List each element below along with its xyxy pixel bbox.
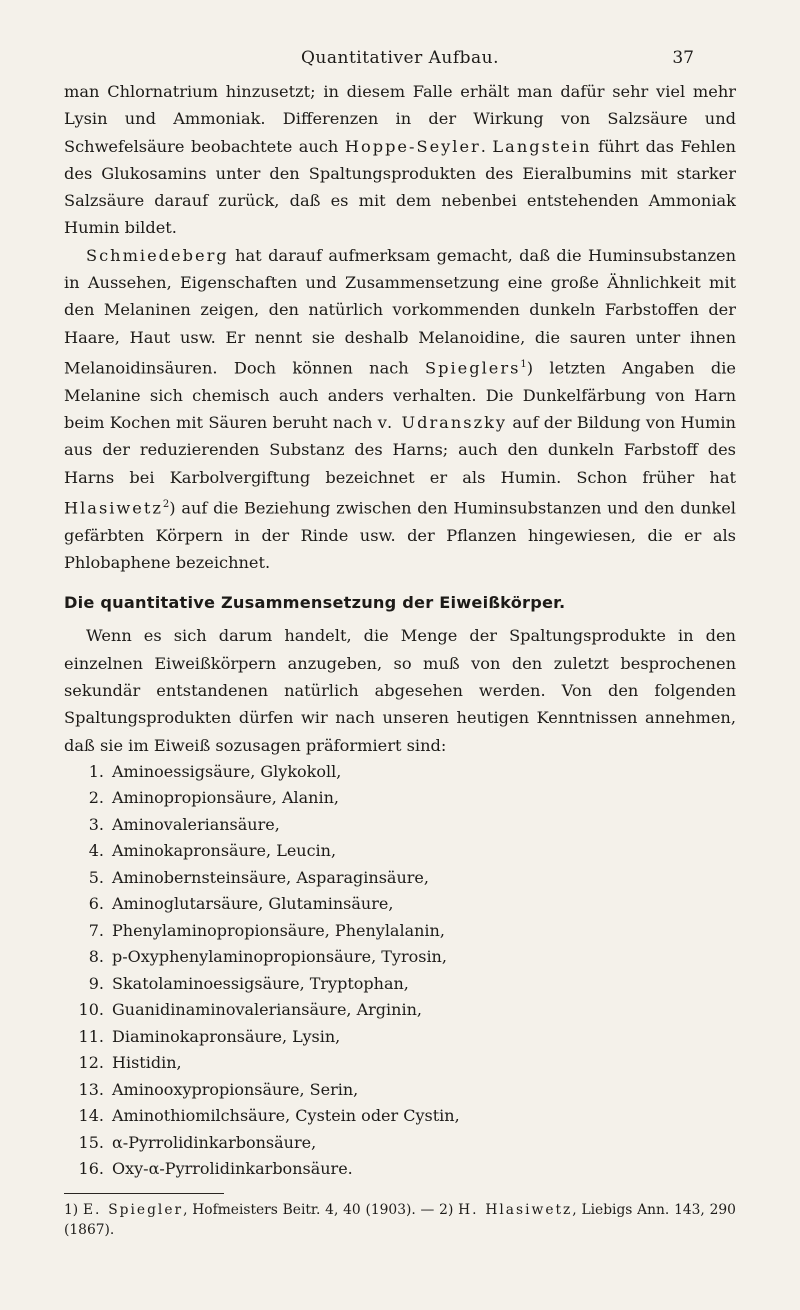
list-text: Phenylaminopropionsäure, Phenylalanin, [112, 920, 445, 940]
list-item [64, 918, 736, 945]
list-item [64, 891, 736, 918]
list-text: Aminovaleriansäure, [112, 814, 280, 834]
list-text: p-Oxyphenylaminopropionsäure, Tyrosin, [112, 947, 447, 967]
list-number: 16. [78, 1159, 104, 1179]
list-item [64, 997, 736, 1024]
footnote-ref: 1 [520, 358, 527, 370]
text-run: auf der Bildung von Humin aus der reduzierenden Substanz des Harns; auch den dunkeln Farbstoff des Harns bei Karbolvergiftung bezeichnet er als Humin. Schon früher hat [64, 412, 736, 487]
list-number: 6. [88, 894, 104, 914]
list-text: Aminothiomilchsäure, Cystein oder Cystin, [112, 1106, 460, 1126]
list-item [64, 1130, 736, 1157]
list-item [64, 812, 736, 839]
list-text: Aminooxypropionsäure, Serin, [112, 1079, 359, 1099]
author-name: Spieglers [425, 358, 521, 378]
author-name: v. Udranszky [377, 412, 508, 432]
text-run: hat darauf aufmerksam gemacht, daß die Huminsubstanzen in Aussehen, Eigenschaften und Zusammensetzung eine große Ähnlichkeit mit den Melaninen zeigen, den natürlich vorkommenden dunkeln Farbstoffen der Haare, Haut usw. Er nennt sie deshalb Melanoidine, die sauren unter ihnen Melanoidinsäuren. Doch können nach [64, 245, 736, 378]
running-head: Quantitativer Aufbau. [300, 48, 500, 68]
list-item [64, 1024, 736, 1051]
list-number: 1. [88, 761, 104, 781]
page-number: 37 [672, 48, 694, 68]
list-number: 12. [78, 1053, 104, 1073]
list-item [64, 785, 736, 812]
text-run: führt das Fehlen des Glukosamins unter den Spaltungsprodukten des Eieralbumins mit starker Salzsäure darauf zurück, daß es mit dem nebenbei entstehenden Ammoniak Humin bildet. [64, 136, 736, 238]
list-number: 3. [88, 814, 104, 834]
footnote-mark: 2 [439, 1201, 448, 1218]
body-text [64, 78, 736, 1240]
list-text: Oxy-α-Pyrrolidinkarbonsäure. [112, 1159, 353, 1179]
list-text: α-Pyrrolidinkarbonsäure, [112, 1132, 317, 1152]
list-text: Guanidinaminovaleriansäure, Arginin, [112, 1000, 422, 1020]
author-name: Hoppe-Seyler [344, 136, 481, 156]
text-run: man Chlornatrium hinzusetzt; in diesem Falle erhält man dafür sehr viel mehr Lysin und Ammoniak. Differenzen in der Wirkung von Salzsäure und Schwefelsäure beobachtete auch [64, 82, 736, 156]
paragraph-1 [64, 78, 736, 242]
footnotes: 1) E. Spiegler, Hofmeisters Beitr. 4, 40 (1903). — 2) H. Hlasiwetz, Liebigs Ann. 143, 290 (1867). [64, 1201, 736, 1238]
list-text: Aminobernsteinsäure, Asparaginsäure, [112, 867, 429, 887]
author-name: Schmiedeberg [86, 245, 229, 265]
author-name: Hlasiwetz [64, 498, 163, 518]
list-number: 7. [88, 920, 104, 940]
footnote-author: E. Spiegler [82, 1201, 184, 1218]
footnote-ref: 2 [162, 498, 170, 510]
author-name: Langstein [492, 136, 592, 156]
footnote-text: , Hofmeisters Beitr. 4, 40 (1903). — [183, 1201, 440, 1218]
list-item [64, 865, 736, 892]
list-text: Aminokapronsäure, Leucin, [112, 841, 337, 861]
footnote-mark: 1 [64, 1201, 73, 1218]
text-run: ) auf die Beziehung zwischen den Huminsubstanzen und den dunkel gefärbten Körpern in der Rinde usw. der Pflanzen hingewiesen, die er als Phlobaphene bezeichnet. [64, 498, 736, 572]
paragraph-2 [64, 242, 736, 576]
footnote-author: H. Hlasiwetz [458, 1201, 573, 1218]
footnote-text: , Liebigs Ann. 143, 290 (1867). [64, 1201, 736, 1238]
paragraph-3: Wenn es sich darum handelt, die Menge der Spaltungsprodukte in den einzelnen Eiweißkörpern anzugeben, so muß von den zuletzt besprochenen sekundär entstandenen natürlich abgesehen werden. Von den folgenden Spaltungsprodukten dürfen wir nach unseren heutigen Kenntnissen annehmen, daß sie im Eiweiß sozusagen präformiert sind: [64, 626, 736, 755]
list-text: Aminoessigsäure, Glykokoll, [112, 761, 342, 781]
list-text: Histidin, [112, 1053, 182, 1073]
list-text: Diaminokapronsäure, Lysin, [112, 1026, 341, 1046]
list-number: 9. [88, 973, 104, 993]
list-number: 15. [78, 1132, 104, 1152]
list-item [64, 944, 736, 971]
list-item [64, 1077, 736, 1104]
page-header [0, 48, 800, 72]
footnote-divider [64, 1193, 224, 1194]
list-number: 10. [78, 1000, 104, 1020]
list-number: 2. [88, 788, 104, 808]
list-item [64, 1156, 736, 1183]
list-item [64, 971, 736, 998]
list-number: 11. [78, 1026, 104, 1046]
list-number: 14. [78, 1106, 104, 1126]
list-item [64, 759, 736, 786]
list-text: Skatolaminoessigsäure, Tryptophan, [112, 973, 409, 993]
list-item [64, 838, 736, 865]
list-text: Aminopropionsäure, Alanin, [112, 788, 339, 808]
amino-acid-list [64, 759, 736, 1183]
list-number: 8. [88, 947, 104, 967]
text-run: ) letzten Angaben die Melanine sich chemisch auch anders verhalten. Die Dunkelfärbung von Harn beim Kochen mit Säuren beruht nach [64, 358, 736, 432]
list-number: 5. [88, 867, 104, 887]
list-text: Aminoglutarsäure, Glutaminsäure, [112, 894, 394, 914]
list-number: 13. [78, 1079, 104, 1099]
text-run: . [480, 136, 493, 156]
list-number: 4. [88, 841, 104, 861]
list-item [64, 1050, 736, 1077]
section-heading: Die quantitative Zusammensetzung der Eiweißkörper. [64, 593, 566, 613]
list-item [64, 1103, 736, 1130]
